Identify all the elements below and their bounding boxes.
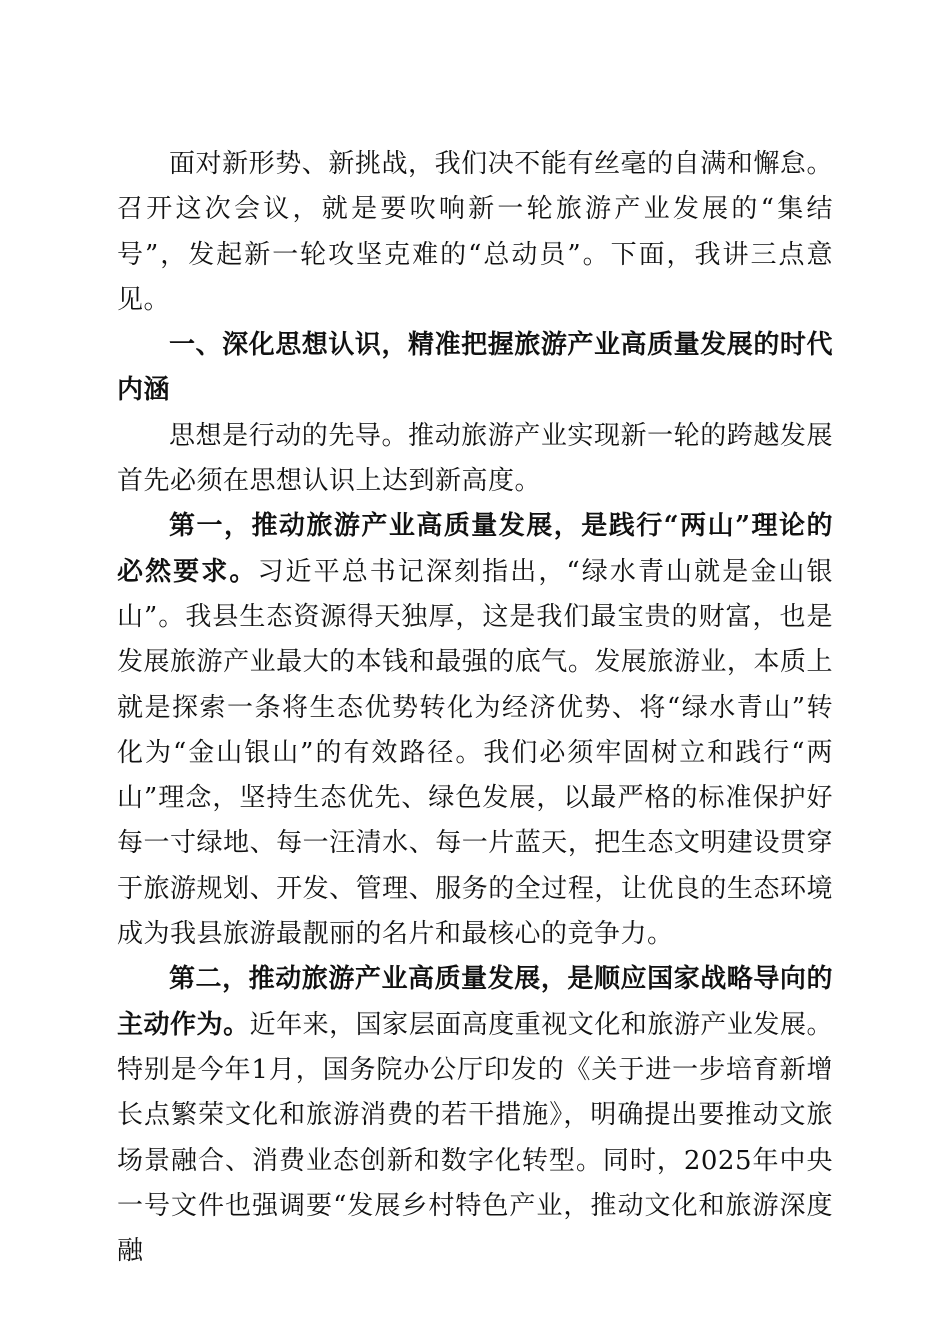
second-point-lead: 第二，推动旅游产业高质量发展，是顺应国家战略导向的主动作为。 <box>117 964 833 1040</box>
paragraph-first-point <box>117 504 833 957</box>
paragraph-thought: 思想是行动的先导。推动旅游产业实现新一轮的跨越发展首先必须在思想认识上达到新高度。 <box>117 420 833 497</box>
second-point-body: 近年来，国家层面高度重视文化和旅游产业发展。特别是今年1月，国务院办公厅印发的《关于进一步培育新增长点繁荣文化和旅游消费的若干措施》，明确提出要推动文旅场景融合、消费业态创新和数字化转型。同时，2025年中央一号文件也强调要“发展乡村特色产业，推动文化和旅游深度融 <box>117 1009 833 1267</box>
paragraph-intro: 面对新形势、新挑战，我们决不能有丝毫的自满和懈怠。召开这次会议，就是要吹响新一轮旅游产业发展的“集结号”，发起新一轮攻坚克难的“总动员”。下面，我讲三点意见。 <box>117 149 833 315</box>
first-point-lead: 第一，推动旅游产业高质量发展，是践行“两山”理论的必然要求。 <box>117 511 833 587</box>
first-point-body: 习近平总书记深刻指出，“绿水青山就是金山银山”。我县生态资源得天独厚，这是我们最宝贵的财富，也是发展旅游产业最大的本钱和最强的底气。发展旅游业，本质上就是探索一条将生态优势转化为经济优势、将“绿水青山”转化为“金山银山”的有效路径。我们必须牢固树立和践行“两山”理念，坚持生态优先、绿色发展，以最严格的标准保护好每一寸绿地、每一汪清水、每一片蓝天，把生态文明建设贯穿于旅游规划、开发、管理、服务的全过程，让优良的生态环境成为我县旅游最靓丽的名片和最核心的竞争力。 <box>117 556 833 950</box>
section-heading-1: 一、深化思想认识，精准把握旅游产业高质量发展的时代内涵 <box>117 330 833 406</box>
paragraph-second-point <box>117 957 833 1274</box>
document-body <box>117 142 833 1274</box>
